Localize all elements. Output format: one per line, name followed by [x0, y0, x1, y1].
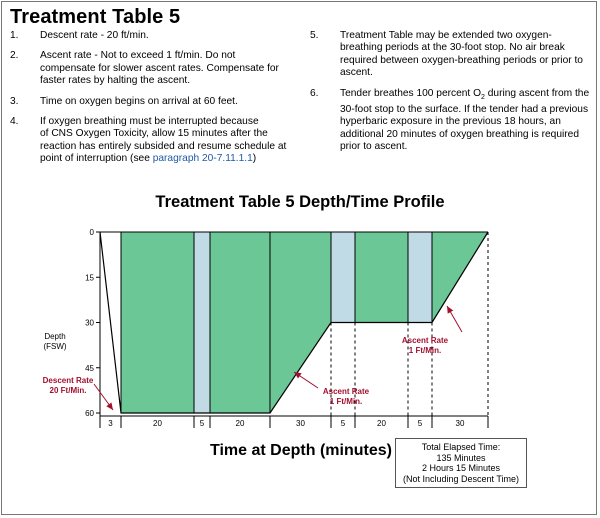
air-break [194, 232, 210, 413]
note-line: required between oxygen-breathing periods or prior to [340, 54, 583, 66]
descent-rate-label: Descent Rate [42, 376, 94, 385]
note-line: reaction has entirely subsided and resume schedule at [40, 140, 287, 152]
subscript: 2 [481, 93, 485, 101]
note-line: ascent. [340, 67, 373, 79]
segment-duration: 3 [108, 419, 113, 428]
note-line: 30-foot stop to the surface. If the tender had a previous [340, 104, 589, 116]
air-break [408, 232, 432, 323]
segment-duration: 5 [340, 419, 346, 428]
elapsed-time-box [395, 438, 527, 488]
note-line: hyperbaric exposure in the previous 18 hours, an [340, 116, 561, 128]
ascent-rate-label: Ascent Rate [401, 336, 449, 345]
segment-duration: 20 [235, 419, 245, 428]
note-line: Descent rate - 20 ft/min. [40, 30, 149, 41]
note-line: of CNS Oxygen Toxicity, allow 15 minutes after the [40, 128, 268, 140]
elapsed-line: Total Elapsed Time: [421, 442, 501, 452]
note-number: 3. [10, 95, 19, 107]
note-line: Ascent rate - Not to exceed 1 ft/min. Do not [40, 50, 236, 62]
oxygen-period [210, 232, 270, 413]
oxygen-period [355, 232, 408, 323]
segment-duration: 5 [199, 419, 205, 428]
note-line: additional 20 minutes of oxygen breathing is required [340, 128, 579, 140]
air-break [331, 232, 355, 323]
note-line: Treatment Table may be extended two oxygen- [340, 30, 552, 41]
chart-title: Treatment Table 5 Depth/Time Profile [155, 193, 445, 211]
note-line: If oxygen breathing must be interrupted because [40, 116, 259, 128]
y-tick-label: 0 [89, 228, 94, 237]
elapsed-line: 2 Hours 15 Minutes [421, 463, 501, 474]
note-line: breathing periods at the 30-foot stop. No air break [340, 42, 565, 54]
note-number: 6. [310, 87, 319, 99]
ascent-rate-label: Ascent Rate [322, 387, 370, 396]
segment-duration: 20 [377, 419, 386, 428]
note-line: prior to ascent. [340, 141, 408, 153]
y-axis-label: Depth [44, 332, 66, 341]
note-line: compensate for slower ascent rates. Compensate for [40, 62, 279, 74]
segment-duration: 30 [455, 419, 465, 428]
page-title: Treatment Table 5 [10, 6, 181, 28]
note-line: faster rates by halting the ascent. [40, 75, 191, 87]
elapsed-line: (Not Including Descent Time) [402, 473, 520, 484]
y-tick-label: 15 [85, 273, 94, 283]
elapsed-line: 135 Minutes [436, 452, 486, 463]
note-line: Tender breathes 100 percent $O_2$ during ascent from the [340, 87, 590, 101]
paragraph-link[interactable]: paragraph 20-7.11.1.1 [152, 153, 253, 165]
note-line: Time on oxygen begins on arrival at 60 feet. [40, 95, 238, 107]
y-tick-label: 30 [85, 318, 94, 328]
segment-duration: 20 [153, 419, 162, 428]
note-number: 2. [10, 50, 19, 62]
note-line: point of interruption (see paragraph 20-7.11.1.1) [40, 153, 257, 165]
ascent-rate-label: 1 Ft/Min. [408, 346, 442, 355]
descent-rate-label: 20 Ft/Min. [49, 386, 87, 395]
y-tick-label: 60 [85, 409, 94, 418]
segment-duration: 5 [417, 419, 423, 428]
ascent-rate-label: 1 Ft/Min. [329, 397, 363, 406]
note-number: 5. [310, 30, 319, 41]
y-tick-label: 45 [85, 363, 94, 373]
note-number: 4. [10, 116, 19, 128]
segment-duration: 30 [296, 419, 305, 428]
oxygen-period [121, 232, 194, 413]
y-axis-label: (FSW) [43, 342, 67, 351]
note-number: 1. [10, 30, 19, 41]
x-axis-label: Time at Depth (minutes) [210, 442, 392, 459]
